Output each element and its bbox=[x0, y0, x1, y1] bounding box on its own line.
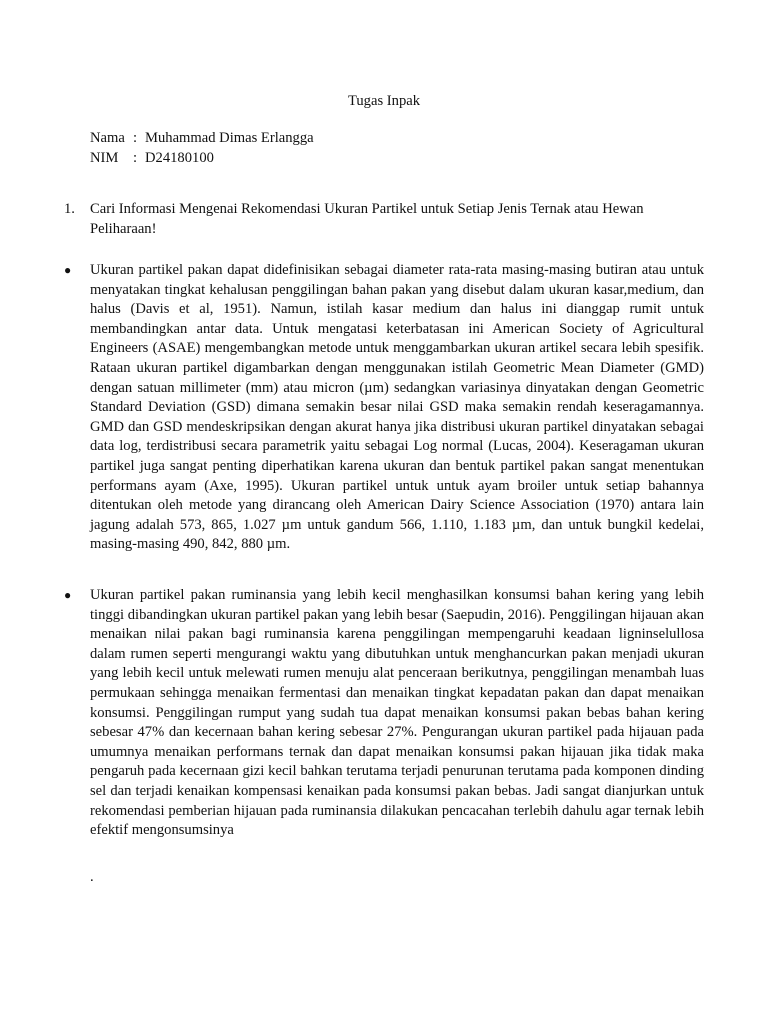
nim-label: NIM bbox=[90, 149, 119, 166]
student-info bbox=[90, 129, 314, 168]
trailing-period: . bbox=[90, 869, 94, 885]
paragraph-text: Ukuran partikel pakan dapat didefinisikan sebagai diameter rata-rata masing-masing butiran atau untuk menyatakan tingkat kehalusan penggilingan bahan pakan yang disebut dalam ukuran kasar,medium, dan halus (Davis et al, 1951). Namun, istilah kasar medium dan halus ini dianggap rumit untuk membandingkan antar data. Untuk mengatasi keterbatasan ini American Society of Agricultural Engineers (ASAE) mengembangkan metode untuk menggambarkan ukuran artikel secara lebih spesifik. Rataan ukuran partikel digambarkan dengan menggunakan istilah Geometric Mean Diameter (GMD) dengan satuan millimeter (mm) atau micron (µm) sedangkan variasinya dinyatakan dengan Geometric Standard Deviation (GSD) dimana semakin besar nilai GSD maka semakin rendah keseragamannya. GMD dan GSD mendeskripsikan dengan akurat hanya jika distribusi ukuran partikel dinyatakan sebagai data log, terdistribusi secara parametrik yaitu sebagai Log normal (Lucas, 2004). Keseragaman ukuran partikel juga sangat penting diperhatikan karena ukuran dan bentuk partikel pakan sangat menentukan performans ayam (Axe, 1995). Ukuran partikel untuk untuk ayam broiler untuk setiap bahannya ditentukan oleh metode yang dirancang oleh American Dairy Science Association (1970) antara lain jagung adalah 573, 865, 1.027 µm untuk gandum 566, 1.110, 1.183 µm, dan untuk bungkil kedelai, masing-masing 490, 842, 880 µm. bbox=[90, 262, 704, 553]
question-1 bbox=[64, 200, 704, 239]
bullet-paragraph-1 bbox=[64, 261, 704, 555]
paragraph-text: Ukuran partikel pakan ruminansia yang lebih kecil menghasilkan konsumsi bahan kering yang lebih tinggi dibandingkan ukuran partikel pakan yang lebih besar (Saepudin, 2016). Penggilingan hijauan akan menaikan nilai pakan bagi ruminansia karena penggilingan mempengaruhi keadaan ligninselullosa dalam rumen seperti mengurangi waktu yang dibutuhkan untuk menghancurkan pakan menjadi ukuran yang lebih kecil untuk melewati rumen menuju alat penceraan berikutnya, penggilingan menambah luas permukaan sehingga menaikan fermentasi dan menaikan tingkat kepadatan pakan dan dapat menaikan konsumsi. Penggilingan rumput yang sudah tua dapat menaikan konsumsi pakan bebas bahan kering sebesar 47% dan kecernaan bahan kering sebesar 27%. Pengurangan ukuran partikel pada hijauan pada umumnya menaikan performans ternak dan dapat menaikan konsumsi pakan hijauan jika tidak maka pengaruh pada kecernaan gizi kecil bahkan terutama terjadi penurunan terutama pada komponen dinding sel dan terjadi kenaikan kompensasi kenaikan pada konsumsi pakan bebas. Jadi sangat dianjurkan untuk rekomendasi pemberian hijauan pada ruminansia dilakukan pencacahan terlebih dahulu agar ternak lebih efektif mengonsumsinya bbox=[90, 587, 704, 839]
nim-separator: : bbox=[133, 149, 138, 166]
question-number: 1. bbox=[64, 201, 75, 217]
name-label: Nama bbox=[90, 130, 125, 146]
bullet-paragraph-2 bbox=[64, 586, 704, 841]
bullet-icon: ● bbox=[64, 588, 72, 602]
nim-row bbox=[90, 149, 314, 169]
name-separator: : bbox=[133, 130, 138, 146]
nim-value: D24180100 bbox=[145, 149, 214, 166]
document-title: Tugas Inpak bbox=[347, 93, 421, 109]
name-value: Muhammad Dimas Erlangga bbox=[145, 130, 314, 146]
bullet-icon: ● bbox=[64, 263, 72, 277]
name-row bbox=[90, 129, 314, 149]
question-text: Cari Informasi Mengenai Rekomendasi Ukuran Partikel untuk Setiap Jenis Ternak atau Hewan Peliharaan! bbox=[90, 201, 644, 237]
